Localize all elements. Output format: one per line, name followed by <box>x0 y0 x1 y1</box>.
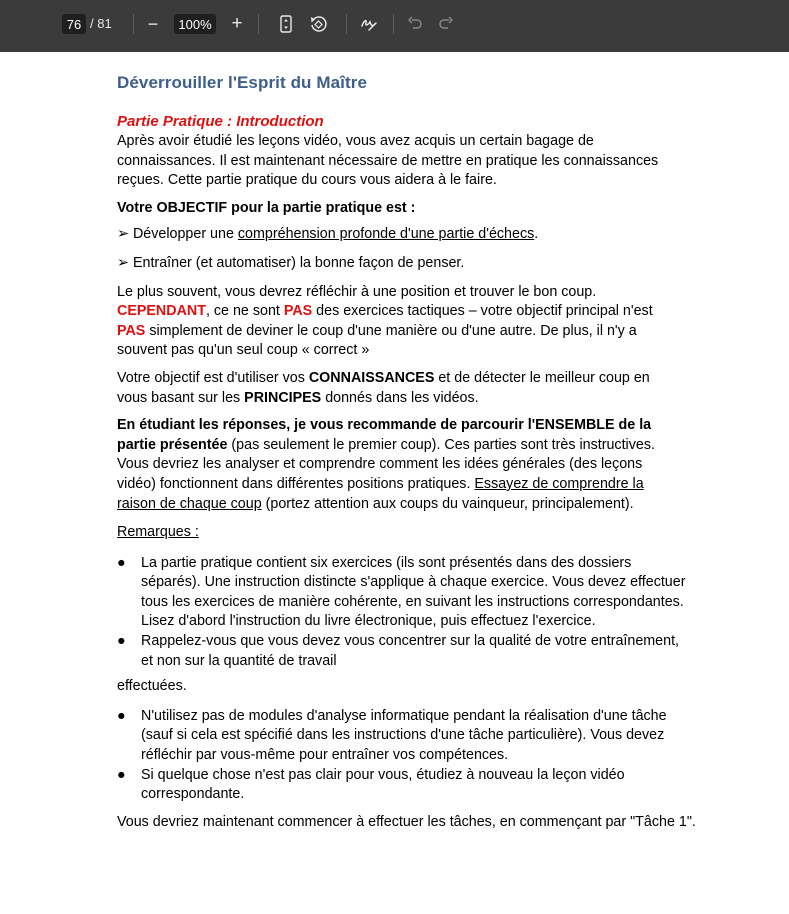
list-item <box>117 707 693 766</box>
intro-paragraph: Après avoir étudié les leçons vidéo, vous avez acquis un certain bagage de connaissances. Il est maintenant nécessaire de mettre en pratique les connaissances reçues. Cette partie pratique du cours vous aidera à le faire. <box>117 133 659 189</box>
fit-page-button[interactable] <box>274 12 298 36</box>
arrow-bullet-icon: ➢ <box>117 226 129 243</box>
rotate-button[interactable] <box>306 12 330 36</box>
remarks-list <box>117 554 707 672</box>
list-item <box>117 766 693 805</box>
text: (portez attention aux coups du vainqueur, principalement). <box>261 495 634 512</box>
draw-button[interactable] <box>357 12 381 36</box>
section-heading: Partie Pratique : Introduction <box>117 113 324 130</box>
zoom-out-button[interactable] <box>141 12 165 36</box>
bullet-dot-icon: ● <box>117 707 126 724</box>
list-item-text: La partie pratique contient six exercices (ils sont présentés dans des dossiers séparés). Une instruction distincte s'applique à chaque exercice. Vous devez effectuer tous les exercices de manière cohérente, en suivant les instructions correspondantes. Lisez d'abord l'instruction du livre électronique, puis effectuez l'exercice. <box>141 554 686 630</box>
fit-page-icon <box>279 15 293 33</box>
page-number-input[interactable] <box>62 14 86 34</box>
draw-icon <box>359 14 379 34</box>
arrow-bullet-icon: ➢ <box>117 254 129 271</box>
remarks-heading: Remarques : <box>117 524 199 541</box>
document-title: Déverrouiller l'Esprit du Maître <box>117 73 368 92</box>
rotate-icon <box>308 14 328 34</box>
red-emphasis: PAS <box>283 303 313 320</box>
underlined-text: Essayez de comprendre la raison de chaque coup <box>117 475 644 512</box>
red-emphasis: CEPENDANT <box>117 303 206 320</box>
objective-bullet-2 <box>117 254 707 274</box>
undo-icon <box>407 16 423 32</box>
toolbar-divider <box>393 14 394 34</box>
bold-text: En étudiant les réponses, je vous recommande de parcourir l'ENSEMBLE de la partie présentée <box>117 417 652 453</box>
paragraph-however <box>117 283 677 361</box>
list-item-text: Rappelez-vous que vous devez vous concentrer sur la qualité de votre entraînement, et non sur la quantité de travail <box>141 633 680 669</box>
bullet-text: . <box>534 226 539 243</box>
list-item <box>117 554 693 632</box>
bullet-dot-icon: ● <box>117 554 126 571</box>
underlined-text: compréhension profonde d'une partie d'échecs <box>237 226 535 243</box>
bullet-dot-icon: ● <box>117 633 126 650</box>
text: des exercices tactiques – votre objectif principal n'est <box>312 303 653 320</box>
document-page <box>117 52 707 832</box>
undo-button[interactable] <box>403 12 427 36</box>
plus-icon: + <box>231 13 243 34</box>
paragraph-knowledge <box>117 369 677 408</box>
bold-text: PRINCIPES <box>244 389 322 406</box>
red-emphasis: PAS <box>117 322 146 339</box>
bullet-text: Développer une <box>132 226 238 243</box>
redo-icon <box>438 16 454 32</box>
list-item-text: N'utilisez pas de modules d'analyse informatique pendant la réalisation d'une tâche (sauf si cela est spécifié dans les instructions d'une tâche particulière). Vous devez réfléchir par vous-même pour entraîner vos compétences. <box>141 707 667 764</box>
text: simplement de deviner le coup d'une manière ou d'une autre. De plus, il n'y a souvent pas qu'un seul coup « correct » <box>117 322 637 359</box>
text: (pas seulement le premier coup). Ces parties sont très instructives. Vous devriez les analyser et comprendre comment les idées générales (des leçons vidéo) fonctionnent dans différentes positions pratiques. <box>117 436 655 492</box>
text: Le plus souvent, vous devrez réfléchir à une position et trouver le bon coup. <box>117 283 597 300</box>
objective-heading: Votre OBJECTIF pour la partie pratique est : <box>117 199 416 216</box>
bullet-dot-icon: ● <box>117 766 126 783</box>
list-item <box>117 632 693 671</box>
toolbar-divider <box>133 14 134 34</box>
zoom-in-button[interactable] <box>225 12 249 36</box>
minus-icon: − <box>147 13 159 34</box>
text: Votre objectif est d'utiliser vos <box>117 369 309 386</box>
page-total: / 81 <box>90 16 112 31</box>
redo-button[interactable] <box>434 12 458 36</box>
bullet-text: Entraîner (et automatiser) la bonne façon de penser. <box>132 254 465 271</box>
remarks-continuation: effectuées. <box>117 678 187 695</box>
pdf-toolbar <box>0 0 789 52</box>
objective-bullet-1 <box>117 225 707 245</box>
text: , ce ne sont <box>205 303 284 320</box>
closing-paragraph: Vous devriez maintenant commencer à effectuer les tâches, en commençant par "Tâche 1". <box>117 813 696 830</box>
paragraph-answers <box>117 416 677 514</box>
remarks-list <box>117 707 707 805</box>
list-item-text: Si quelque chose n'est pas clair pour vous, étudiez à nouveau la leçon vidéo correspondante. <box>141 766 625 803</box>
text: et de détecter le meilleur coup en vous basant sur les <box>117 369 650 406</box>
text: donnés dans les vidéos. <box>321 389 479 406</box>
bold-text: CONNAISSANCES <box>308 369 435 386</box>
toolbar-divider <box>258 14 259 34</box>
zoom-input[interactable] <box>174 14 216 34</box>
toolbar-divider <box>346 14 347 34</box>
